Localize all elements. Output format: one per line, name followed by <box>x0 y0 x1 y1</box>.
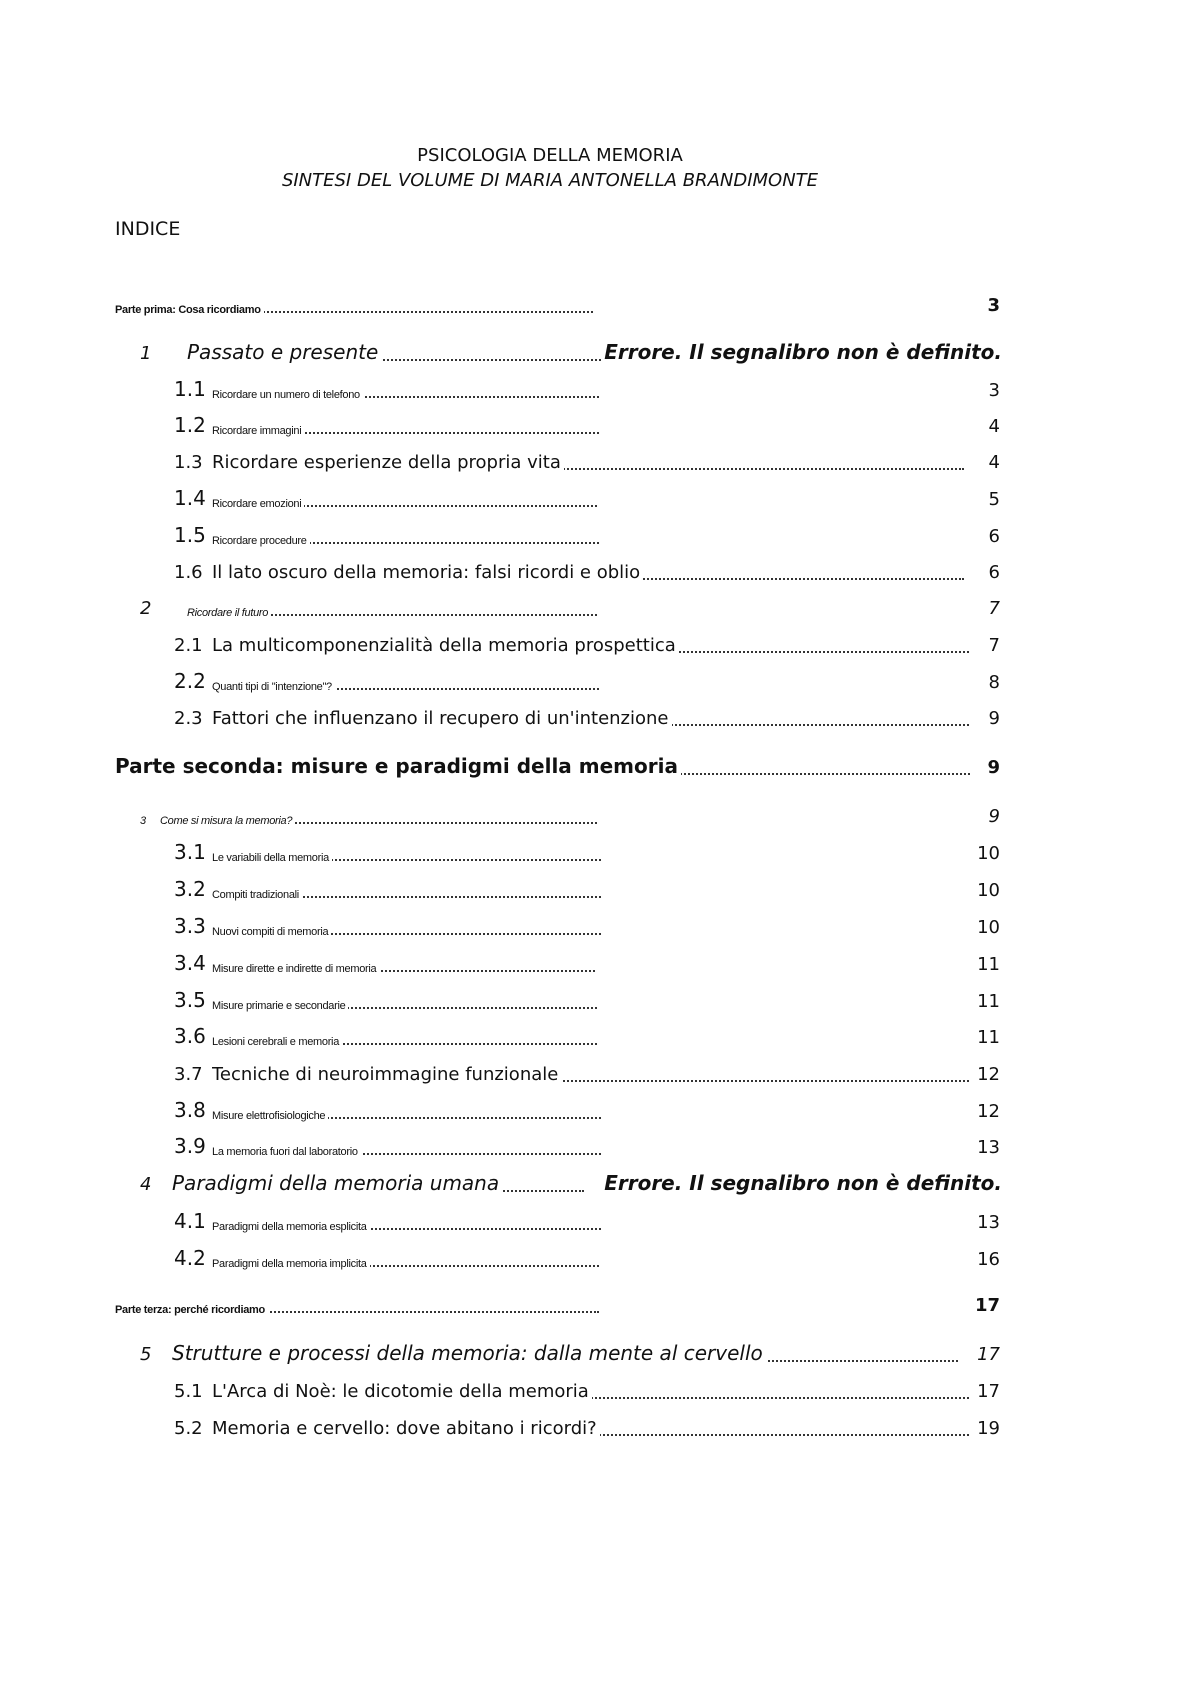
toc-entry-label: Strutture e processi della memoria: dalla mente al cervello <box>172 1341 958 1365</box>
toc-entry-page: 16 <box>977 1249 1000 1270</box>
toc-entry-1-5[interactable] <box>0 523 1200 553</box>
toc-entry-label: Ricordare emozioni <box>212 498 597 510</box>
toc-entry-label: La multicomponenzialità della memoria prospettica <box>212 635 969 656</box>
toc-entry-1-3[interactable] <box>0 449 1200 479</box>
toc-entry-label: Ricordare procedure <box>212 535 599 547</box>
toc-entry-label: Parte seconda: misure e paradigmi della memoria <box>115 754 970 778</box>
toc-entry-page: 10 <box>977 880 1000 901</box>
toc-entry-chapter-3[interactable] <box>0 803 1200 833</box>
toc-entry-number: 3.5 <box>174 988 206 1012</box>
toc-entry-number: 4 <box>140 1174 152 1195</box>
document-title: PSICOLOGIA DELLA MEMORIA <box>417 145 683 166</box>
toc-entry-page: 4 <box>988 452 1000 473</box>
toc-entry-chapter-5[interactable] <box>0 1341 1200 1371</box>
toc-entry-label: Come si misura la memoria? <box>160 815 597 827</box>
toc-entry-label: Nuovi compiti di memoria <box>212 926 601 938</box>
toc-entry-label: Misure elettrofisiologiche <box>212 1110 601 1122</box>
toc-entry-page: 17 <box>977 1381 1000 1402</box>
toc-entry-label: Il lato oscuro della memoria: falsi ricordi e oblio <box>212 562 964 583</box>
toc-entry-page: 4 <box>988 416 1000 437</box>
toc-entry-label: Parte prima: Cosa ricordiamo <box>115 304 593 316</box>
toc-entry-number: 4.2 <box>174 1246 206 1270</box>
toc-entry-page: 3 <box>988 380 1000 401</box>
toc-entry-3-6[interactable] <box>0 1024 1200 1054</box>
toc-entry-chapter-1[interactable] <box>0 340 1200 370</box>
toc-entry-page: 3 <box>987 295 1000 316</box>
toc-entry-page: 5 <box>988 489 1000 510</box>
toc-entry-number: 1.1 <box>174 377 206 401</box>
toc-entry-label: Memoria e cervello: dove abitano i ricordi? <box>212 1418 969 1439</box>
toc-entry-label: Tecniche di neuroimmagine funzionale <box>212 1064 969 1085</box>
toc-entry-page: 6 <box>988 526 1000 547</box>
toc-entry-page: 9 <box>988 806 1000 827</box>
toc-entry-number: 5 <box>140 1344 152 1365</box>
toc-entry-3-1[interactable] <box>0 840 1200 870</box>
toc-entry-label: Paradigmi della memoria implicita <box>212 1258 599 1270</box>
toc-entry-page: 7 <box>988 598 1000 619</box>
toc-entry-label: Ricordare immagini <box>212 425 599 437</box>
toc-entry-page: 9 <box>987 757 1000 778</box>
toc-entry-number: 3.1 <box>174 840 206 864</box>
toc-entry-label: Passato e presente <box>187 340 601 364</box>
toc-entry-number: 2.3 <box>174 708 203 729</box>
toc-entry-number: 1.2 <box>174 413 206 437</box>
toc-entry-number: 3.2 <box>174 877 206 901</box>
toc-entry-number: 3.7 <box>174 1064 203 1085</box>
toc-entry-label: Misure dirette e indirette di memoria <box>212 963 595 975</box>
toc-entry-3-3[interactable] <box>0 914 1200 944</box>
toc-entry-number: 4.1 <box>174 1209 206 1233</box>
toc-entry-number: 3.6 <box>174 1024 206 1048</box>
toc-entry-page: 11 <box>977 991 1000 1012</box>
toc-entry-page: 11 <box>977 1027 1000 1048</box>
toc-entry-label: Le variabili della memoria <box>212 852 601 864</box>
toc-entry-page: 10 <box>977 843 1000 864</box>
toc-entry-label: Quanti tipi di "intenzione"? <box>212 681 599 693</box>
toc-entry-parte-prima[interactable] <box>0 292 1200 322</box>
toc-entry-label: L'Arca di Noè: le dicotomie della memoria <box>212 1381 969 1402</box>
toc-entry-number: 1 <box>140 343 152 364</box>
toc-entry-label: La memoria fuori dal laboratorio <box>212 1146 601 1158</box>
toc-entry-5-1[interactable] <box>0 1378 1200 1408</box>
toc-entry-number: 2.2 <box>174 669 206 693</box>
toc-entry-page: 19 <box>977 1418 1000 1439</box>
toc-entry-number: 2 <box>140 598 152 619</box>
toc-entry-label: Parte terza: perché ricordiamo <box>115 1304 599 1316</box>
toc-entry-number: 3.4 <box>174 951 206 975</box>
toc-entry-page: 7 <box>988 635 1000 656</box>
toc-entry-label: Paradigmi della memoria esplicita <box>212 1221 601 1233</box>
toc-entry-page: 9 <box>988 708 1000 729</box>
toc-entry-number: 3 <box>140 815 146 827</box>
toc-entry-1-4[interactable] <box>0 486 1200 516</box>
toc-entry-label: Misure primarie e secondarie <box>212 1000 597 1012</box>
toc-entry-error: Errore. Il segnalibro non è definito. <box>604 1171 1002 1195</box>
toc-entry-page: 13 <box>977 1212 1000 1233</box>
toc-entry-label: Fattori che influenzano il recupero di un'intenzione <box>212 708 969 729</box>
toc-entry-page: 6 <box>988 562 1000 583</box>
toc-entry-page: 10 <box>977 917 1000 938</box>
toc-entry-page: 12 <box>977 1101 1000 1122</box>
toc-entry-page: 12 <box>977 1064 1000 1085</box>
toc-entry-chapter-4[interactable] <box>0 1171 1200 1201</box>
toc-entry-1-2[interactable] <box>0 413 1200 443</box>
toc-entry-number: 2.1 <box>174 635 203 656</box>
toc-entry-3-7[interactable] <box>0 1061 1200 1091</box>
toc-entry-number: 5.2 <box>174 1418 203 1439</box>
toc-entry-4-2[interactable] <box>0 1246 1200 1276</box>
toc-entry-parte-seconda[interactable] <box>0 754 1200 784</box>
toc-entry-2-2[interactable] <box>0 669 1200 699</box>
document-subtitle: SINTESI DEL VOLUME DI MARIA ANTONELLA BRANDIMONTE <box>281 170 819 191</box>
toc-entry-label: Ricordare un numero di telefono <box>212 389 599 401</box>
toc-entry-page: 11 <box>977 954 1000 975</box>
toc-entry-label: Lesioni cerebrali e memoria <box>212 1036 597 1048</box>
toc-entry-label: Ricordare il futuro <box>187 607 597 619</box>
toc-entry-page: 17 <box>977 1344 1000 1365</box>
toc-entry-label: Compiti tradizionali <box>212 889 601 901</box>
toc-entry-3-2[interactable] <box>0 877 1200 907</box>
toc-entry-page: 8 <box>988 672 1000 693</box>
toc-entry-3-9[interactable] <box>0 1134 1200 1164</box>
toc-entry-page: 13 <box>977 1137 1000 1158</box>
toc-entry-number: 1.4 <box>174 486 206 510</box>
toc-entry-label: Ricordare esperienze della propria vita <box>212 452 964 473</box>
toc-entry-number: 3.9 <box>174 1134 206 1158</box>
toc-entry-3-4[interactable] <box>0 951 1200 981</box>
toc-entry-parte-terza[interactable] <box>0 1292 1200 1322</box>
toc-entry-1-6[interactable] <box>0 559 1200 589</box>
toc-entry-label: Paradigmi della memoria umana <box>172 1171 584 1195</box>
toc-entry-number: 1.6 <box>174 562 203 583</box>
toc-entry-4-1[interactable] <box>0 1209 1200 1239</box>
index-heading: INDICE <box>115 218 181 240</box>
toc-entry-1-1[interactable] <box>0 377 1200 407</box>
toc-entry-2-1[interactable] <box>0 632 1200 662</box>
toc-entry-page: 17 <box>974 1295 1000 1316</box>
toc-entry-number: 3.8 <box>174 1098 206 1122</box>
toc-entry-error: Errore. Il segnalibro non è definito. <box>604 340 1002 364</box>
toc-entry-3-5[interactable] <box>0 988 1200 1018</box>
toc-entry-number: 1.3 <box>174 452 203 473</box>
toc-entry-3-8[interactable] <box>0 1098 1200 1128</box>
toc-entry-number: 1.5 <box>174 523 206 547</box>
toc-entry-number: 5.1 <box>174 1381 203 1402</box>
toc-entry-chapter-2[interactable] <box>0 595 1200 625</box>
toc-entry-2-3[interactable] <box>0 705 1200 735</box>
toc-entry-5-2[interactable] <box>0 1415 1200 1445</box>
toc-entry-number: 3.3 <box>174 914 206 938</box>
